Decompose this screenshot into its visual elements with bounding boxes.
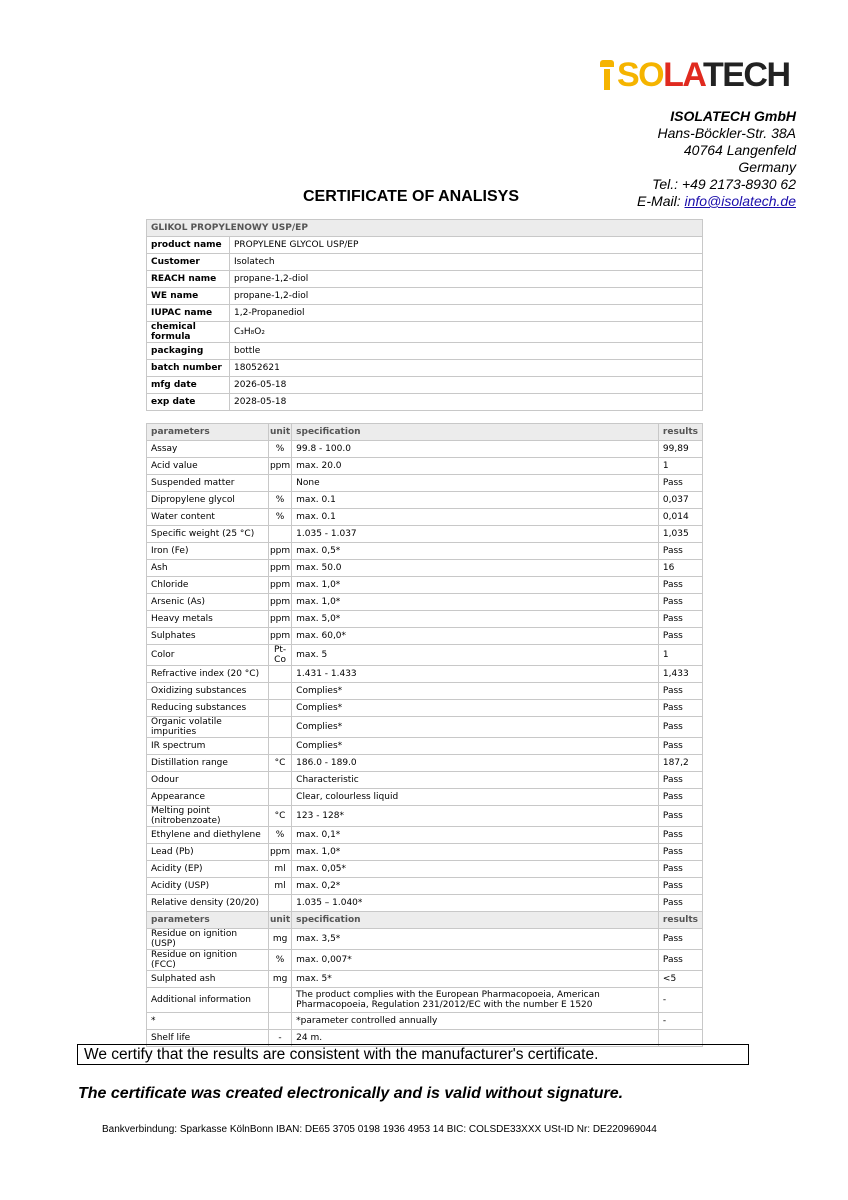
header-parameters: parameters <box>147 424 269 441</box>
param-spec: max. 0,1* <box>292 827 659 844</box>
param-name: Arsenic (As) <box>147 594 269 611</box>
param-spec: max. 1,0* <box>292 594 659 611</box>
param-result: Pass <box>658 577 702 594</box>
info-table-header: GLIKOL PROPYLENOWY USP/EP <box>147 220 703 237</box>
header-results: results <box>658 424 702 441</box>
param-name: Acid value <box>147 458 269 475</box>
company-email-line: E-Mail: info@isolatech.de <box>637 193 796 209</box>
header-unit: unit <box>268 912 291 929</box>
param-spec: The product complies with the European Pharmacopoeia, American Pharmacopoeia, Regulation 231/2012/EC with the number E 1520 <box>292 988 659 1013</box>
param-result: Pass <box>658 861 702 878</box>
param-name: Sulphated ash <box>147 971 269 988</box>
info-value: Isolatech <box>230 254 703 271</box>
param-row <box>147 878 703 895</box>
info-key: Customer <box>147 254 230 271</box>
info-value: PROPYLENE GLYCOL USP/EP <box>230 237 703 254</box>
document-title: CERTIFICATE OF ANALISYS <box>303 188 519 205</box>
param-name: Shelf life <box>147 1030 269 1047</box>
param-result: Pass <box>658 844 702 861</box>
param-result: Pass <box>658 543 702 560</box>
param-unit: % <box>268 441 291 458</box>
param-spec: Complies* <box>292 700 659 717</box>
param-row <box>147 950 703 971</box>
param-name: Ash <box>147 560 269 577</box>
param-spec: 186.0 - 189.0 <box>292 755 659 772</box>
param-result: <5 <box>658 971 702 988</box>
param-result: 16 <box>658 560 702 577</box>
param-name: Odour <box>147 772 269 789</box>
param-name: Heavy metals <box>147 611 269 628</box>
param-name: Melting point (nitrobenzoate) <box>147 806 269 827</box>
info-row <box>147 322 703 343</box>
info-key: product name <box>147 237 230 254</box>
param-result: 99,89 <box>658 441 702 458</box>
param-unit: ppm <box>268 844 291 861</box>
param-name: Color <box>147 645 269 666</box>
param-spec: max. 5,0* <box>292 611 659 628</box>
param-spec: Complies* <box>292 738 659 755</box>
param-unit: ml <box>268 878 291 895</box>
param-row <box>147 844 703 861</box>
param-spec: 24 m. <box>292 1030 659 1047</box>
param-result: Pass <box>658 929 702 950</box>
param-row <box>147 806 703 827</box>
param-name: Acidity (EP) <box>147 861 269 878</box>
info-row <box>147 237 703 254</box>
param-name: Dipropylene glycol <box>147 492 269 509</box>
param-result: Pass <box>658 717 702 738</box>
info-key: batch number <box>147 360 230 377</box>
params-header-row <box>147 424 703 441</box>
product-info-table <box>146 219 703 411</box>
parameters-table <box>146 423 703 1047</box>
param-row <box>147 971 703 988</box>
electronic-notice: The certificate was created electronically and is valid without signature. <box>78 1085 624 1102</box>
param-unit <box>268 683 291 700</box>
param-spec: max. 0,05* <box>292 861 659 878</box>
param-name: Oxidizing substances <box>147 683 269 700</box>
param-unit: % <box>268 509 291 526</box>
param-row <box>147 492 703 509</box>
param-result: Pass <box>658 950 702 971</box>
param-result: Pass <box>658 475 702 492</box>
company-logo <box>600 58 790 92</box>
param-row <box>147 526 703 543</box>
param-unit: ppm <box>268 628 291 645</box>
param-spec: max. 1,0* <box>292 844 659 861</box>
param-unit: - <box>268 1030 291 1047</box>
info-value: 18052621 <box>230 360 703 377</box>
logo-wordmark: SOLATECH <box>617 56 790 94</box>
param-spec: Complies* <box>292 717 659 738</box>
param-unit <box>268 700 291 717</box>
info-key: REACH name <box>147 271 230 288</box>
info-row <box>147 343 703 360</box>
param-spec: None <box>292 475 659 492</box>
header-parameters: parameters <box>147 912 269 929</box>
param-unit <box>268 895 291 912</box>
param-spec: 99.8 - 100.0 <box>292 441 659 458</box>
email-link[interactable]: info@isolatech.de <box>684 193 796 209</box>
company-street: Hans-Böckler-Str. 38A <box>657 125 796 141</box>
info-key: WE name <box>147 288 230 305</box>
param-spec: 123 - 128* <box>292 806 659 827</box>
param-unit: °C <box>268 755 291 772</box>
param-name: Acidity (USP) <box>147 878 269 895</box>
param-name: Refractive index (20 °C) <box>147 666 269 683</box>
param-result: Pass <box>658 738 702 755</box>
company-country: Germany <box>738 159 796 175</box>
info-key: IUPAC name <box>147 305 230 322</box>
param-spec: 1.035 – 1.040* <box>292 895 659 912</box>
param-row <box>147 755 703 772</box>
param-unit: ppm <box>268 458 291 475</box>
param-name: Lead (Pb) <box>147 844 269 861</box>
param-name: Distillation range <box>147 755 269 772</box>
info-row <box>147 394 703 411</box>
header-results: results <box>658 912 702 929</box>
param-spec: max. 20.0 <box>292 458 659 475</box>
param-unit: ml <box>268 861 291 878</box>
param-name: Iron (Fe) <box>147 543 269 560</box>
param-unit: % <box>268 492 291 509</box>
param-row <box>147 611 703 628</box>
param-row <box>147 700 703 717</box>
param-result: 0,014 <box>658 509 702 526</box>
param-name: Residue on ignition (USP) <box>147 929 269 950</box>
param-unit <box>268 772 291 789</box>
param-spec: 1.035 - 1.037 <box>292 526 659 543</box>
param-name: Specific weight (25 °C) <box>147 526 269 543</box>
param-unit: °C <box>268 806 291 827</box>
info-row <box>147 377 703 394</box>
param-row <box>147 543 703 560</box>
param-row <box>147 895 703 912</box>
param-unit: ppm <box>268 560 291 577</box>
info-value: 2028-05-18 <box>230 394 703 411</box>
param-unit: mg <box>268 929 291 950</box>
param-result: Pass <box>658 806 702 827</box>
param-row <box>147 929 703 950</box>
param-row <box>147 645 703 666</box>
param-name: Appearance <box>147 789 269 806</box>
param-name: * <box>147 1013 269 1030</box>
info-row <box>147 360 703 377</box>
param-unit: ppm <box>268 594 291 611</box>
certification-statement: We certify that the results are consistent with the manufacturer's certificate. <box>77 1044 749 1065</box>
info-value: 1,2-Propanediol <box>230 305 703 322</box>
param-name: Water content <box>147 509 269 526</box>
param-spec: max. 1,0* <box>292 577 659 594</box>
param-spec: max. 5* <box>292 971 659 988</box>
param-spec: max. 0,007* <box>292 950 659 971</box>
param-spec: max. 0.1 <box>292 492 659 509</box>
param-result: 1 <box>658 645 702 666</box>
param-unit <box>268 526 291 543</box>
param-row <box>147 683 703 700</box>
info-row <box>147 271 703 288</box>
param-name: Assay <box>147 441 269 458</box>
param-row <box>147 577 703 594</box>
param-spec: Complies* <box>292 683 659 700</box>
param-result: Pass <box>658 878 702 895</box>
param-row <box>147 458 703 475</box>
param-result: Pass <box>658 895 702 912</box>
param-name: Additional information <box>147 988 269 1013</box>
param-spec: Clear, colourless liquid <box>292 789 659 806</box>
param-result: 0,037 <box>658 492 702 509</box>
param-spec: max. 0,5* <box>292 543 659 560</box>
info-row <box>147 288 703 305</box>
info-row <box>147 305 703 322</box>
param-row <box>147 789 703 806</box>
header-unit: unit <box>268 424 291 441</box>
info-key: packaging <box>147 343 230 360</box>
bank-details: Bankverbindung: Sparkasse KölnBonn IBAN: DE65 3705 0198 1936 4953 14 BIC: COLSDE33XXX USt-ID Nr: DE220969044 <box>102 1124 657 1135</box>
header-specification: specification <box>292 912 659 929</box>
param-row <box>147 475 703 492</box>
param-name: Reducing substances <box>147 700 269 717</box>
param-result: 1 <box>658 458 702 475</box>
param-result: Pass <box>658 827 702 844</box>
param-row <box>147 738 703 755</box>
info-key: mfg date <box>147 377 230 394</box>
param-result: Pass <box>658 628 702 645</box>
param-name: Residue on ignition (FCC) <box>147 950 269 971</box>
param-row <box>147 1013 703 1030</box>
param-spec: max. 50.0 <box>292 560 659 577</box>
param-spec: Characteristic <box>292 772 659 789</box>
param-unit <box>268 475 291 492</box>
info-key: chemical formula <box>147 322 230 343</box>
params-header-row <box>147 912 703 929</box>
company-city: 40764 Langenfeld <box>683 142 796 158</box>
company-name: ISOLATECH GmbH <box>670 108 796 124</box>
param-name: Organic volatile impurities <box>147 717 269 738</box>
param-row <box>147 441 703 458</box>
param-unit: mg <box>268 971 291 988</box>
param-row <box>147 861 703 878</box>
company-address <box>637 108 796 210</box>
param-row <box>147 509 703 526</box>
param-row <box>147 594 703 611</box>
param-name: IR spectrum <box>147 738 269 755</box>
param-spec: 1.431 - 1.433 <box>292 666 659 683</box>
param-spec: max. 0.1 <box>292 509 659 526</box>
param-name: Chloride <box>147 577 269 594</box>
param-unit: % <box>268 827 291 844</box>
param-unit: % <box>268 950 291 971</box>
info-row <box>147 254 703 271</box>
param-spec: *parameter controlled annually <box>292 1013 659 1030</box>
param-row <box>147 988 703 1013</box>
param-row <box>147 560 703 577</box>
param-row <box>147 628 703 645</box>
param-result: - <box>658 1013 702 1030</box>
param-result: 1,035 <box>658 526 702 543</box>
param-result: Pass <box>658 772 702 789</box>
param-unit: ppm <box>268 577 291 594</box>
company-tel: Tel.: +49 2173-8930 62 <box>652 176 796 192</box>
param-unit <box>268 666 291 683</box>
param-name: Relative density (20/20) <box>147 895 269 912</box>
param-unit <box>268 988 291 1013</box>
header-specification: specification <box>292 424 659 441</box>
param-result: - <box>658 988 702 1013</box>
param-unit: ppm <box>268 543 291 560</box>
param-spec: max. 3,5* <box>292 929 659 950</box>
info-table-header-row <box>147 220 703 237</box>
logo-i-mark <box>600 60 614 90</box>
param-unit <box>268 1013 291 1030</box>
param-unit <box>268 789 291 806</box>
info-value: propane-1,2-diol <box>230 288 703 305</box>
info-value: bottle <box>230 343 703 360</box>
param-spec: max. 0,2* <box>292 878 659 895</box>
param-name: Sulphates <box>147 628 269 645</box>
param-row <box>147 717 703 738</box>
param-result: 1,433 <box>658 666 702 683</box>
param-result: Pass <box>658 700 702 717</box>
info-value: 2026-05-18 <box>230 377 703 394</box>
info-key: exp date <box>147 394 230 411</box>
param-result: Pass <box>658 789 702 806</box>
info-value: C₃H₈O₂ <box>230 322 703 343</box>
param-name: Ethylene and diethylene <box>147 827 269 844</box>
param-row <box>147 666 703 683</box>
param-spec: max. 60,0* <box>292 628 659 645</box>
param-unit <box>268 738 291 755</box>
param-unit: Pt-Co <box>268 645 291 666</box>
param-unit <box>268 717 291 738</box>
param-spec: max. 5 <box>292 645 659 666</box>
param-result: 187,2 <box>658 755 702 772</box>
param-result: Pass <box>658 611 702 628</box>
param-result: Pass <box>658 594 702 611</box>
param-row <box>147 772 703 789</box>
param-row <box>147 827 703 844</box>
info-value: propane-1,2-diol <box>230 271 703 288</box>
param-name: Suspended matter <box>147 475 269 492</box>
param-result: Pass <box>658 683 702 700</box>
param-unit: ppm <box>268 611 291 628</box>
